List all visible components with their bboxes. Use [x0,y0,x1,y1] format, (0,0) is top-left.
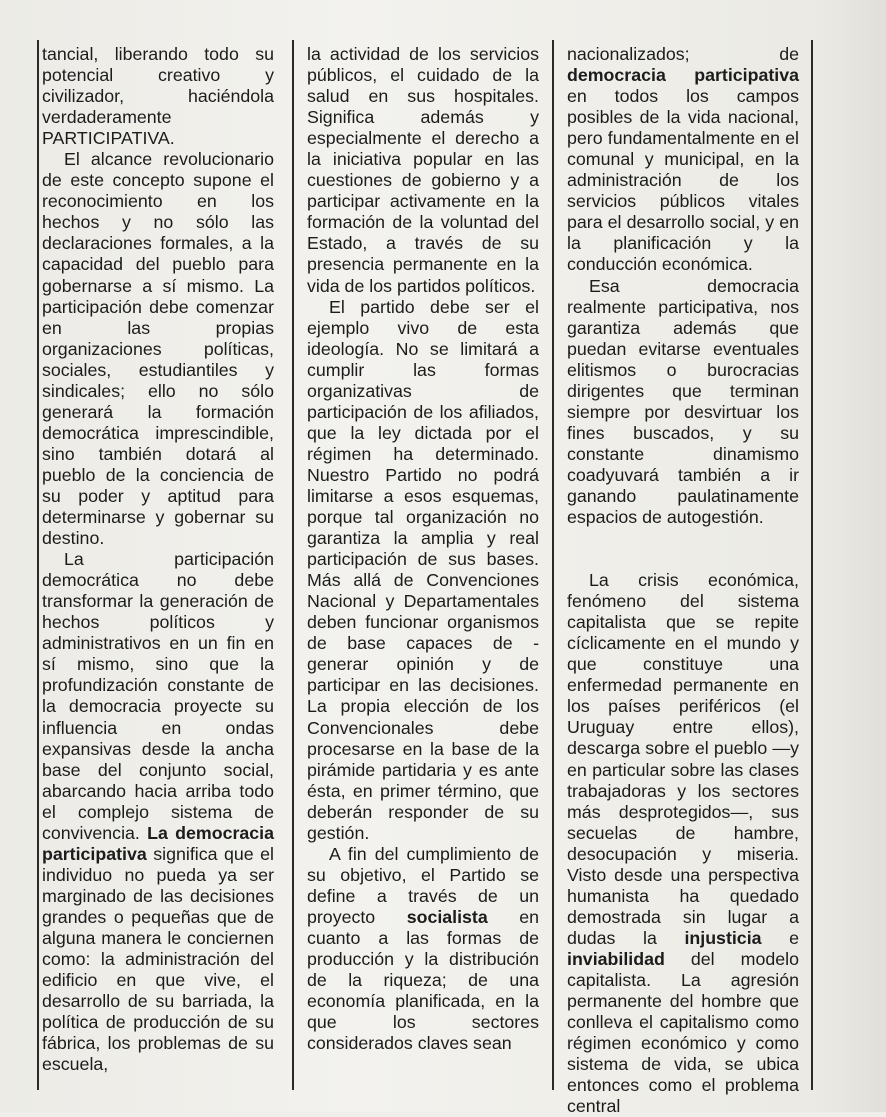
paragraph [567,44,799,276]
bold-phrase: La democracia participativa [42,822,275,864]
text-column-3 [567,44,799,1117]
text-column-2 [307,44,539,1054]
paragraph: El partido debe ser el ejemplo vivo de esta ideología. No se limitará a cumplir las formas organizativas de participación de los afiliados, que la ley dictada por el régimen ha determinado. Nuestro Partido no podrá limitarse a esos esquemas, porque tal organización no garantiza la amplia y real participación de sus bases. Más allá de Convenciones Nacional y Departamentales deben funcionar organismos de base capaces de - generar opinión y de participar en las decisiones. La propia elección de los Convencionales debe procesarse en la base de la pirámide partidaria y es ante ésta, en primer término, que deberán responder de su gestión. [307,296,539,843]
bold-phrase: socialista [406,906,488,927]
column-rule [552,40,554,1090]
column-rule [292,40,294,1090]
column-rule [37,40,39,1090]
text-run: La participación democrática no debe transformar la generación de hechos políticos y administrativos en un fin en sí mismo, sino que la profundización constante de la democracia proyecte su influencia en ondas expansivas desde la ancha base del conjunto social, abarcando hacia arriba todo el complejo sistema de convivencia. [42,549,274,843]
paragraph: El alcance revolucionario de este concepto supone el reconocimiento en los hechos y no sólo las declaraciones formales, a la capacidad del pueblo para gobernarse a sí mismo. La participación debe comenzar en las propias organizaciones políticas, sociales, estudiantiles y sindicales; ello no sólo generará la formación democrática imprescindible, sino también dotará al pueblo de la conciencia de su poder y aptitud para determinarse y gobernar su destino. [42,149,274,549]
text-run: significa que el individuo no pueda ya ser marginado de las decisiones grandes o pequeñas que de alguna manera le conciernen como: la administración del edificio en que vive, el desarrollo de su barriada, la política de producción de su fábrica, los problemas de su escuela, [42,843,274,1075]
paragraph: tancial, liberando todo su potencial creativo y civilizador, haciéndola verdaderamente PARTICIPATIVA. [42,44,274,149]
text-run: e [761,927,799,948]
bold-phrase: injusticia [684,927,762,948]
text-run: La crisis económica, fenómeno del sistema capitalista que se repite cíclicamente en el mundo y que constituye una enfermedad permanente en los países periféricos (el Uruguay entre ellos), descarga sobre el pueblo —y en particular sobre las clases trabajadoras y los sectores más desprotegidos—, sus secuelas de hambre, desocupación y miseria. Visto desde una perspectiva humanista ha quedado demostrada sin lugar a dudas la [567,570,799,948]
bold-phrase: inviabilidad [567,948,665,969]
section-gap [567,528,799,570]
text-run: en cuanto a las formas de producción y la distribución de la riqueza; de una economía planificada, en la que los sectores considerados claves sean [307,906,540,1054]
text-column-1 [42,44,274,1075]
bold-phrase: democracia participativa [567,65,799,86]
text-run: nacionalizados; de [567,44,799,64]
page-edge-shadow [820,0,886,1112]
paragraph [42,549,274,1075]
column-rule [811,40,813,1090]
text-run: del modelo capitalista. La agresión permanente del hombre que conlleva el capitalismo como régimen económico y como sistema de vida, se ubica entonces como el problema central [567,948,799,1117]
text-run: A fin del cumplimiento de su objetivo, el Partido se define a través de un proyecto [307,843,539,927]
paragraph: Esa democracia realmente participativa, nos garantiza además que puedan evitarse eventuales elitismos o burocracias dirigentes que terminan siempre por desvirtuar los fines buscados, y su constante dinamismo coadyuvará también a ir ganando paulatinamente espacios de autogestión. [567,275,799,528]
paragraph [307,844,539,1054]
text-run: en todos los campos posibles de la vida nacional, pero fundamentalmente en el comunal y municipal, en la administración de los servicios públicos vitales para el desarrollo social, y en la planificación y la conducción económica. [567,86,799,275]
paragraph [567,570,799,1117]
paragraph: la actividad de los servicios públicos, el cuidado de la salud en sus hospitales. Significa además y especialmente el derecho a la iniciativa popular en las cuestiones de gobierno y a participar activamente en la formación de la voluntad del Estado, a través de su presencia permanente en la vida de los partidos políticos. [307,44,539,296]
